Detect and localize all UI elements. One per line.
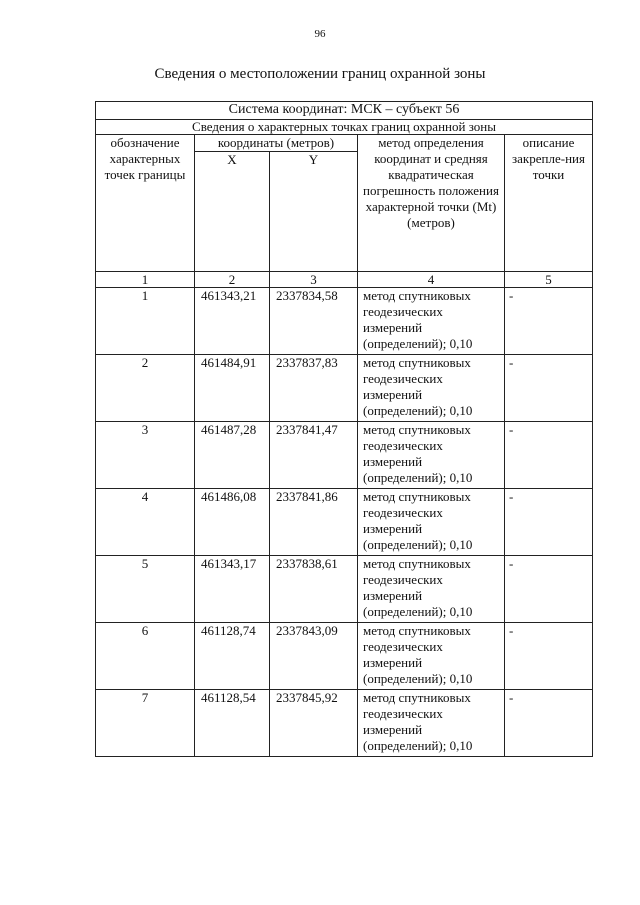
method-cell: метод спутниковых геодезических измерений (определений); 0,10: [358, 690, 505, 757]
method-cell: метод спутниковых геодезических измерений (определений); 0,10: [358, 422, 505, 489]
method-cell: метод спутниковых геодезических измерений (определений); 0,10: [358, 355, 505, 422]
description-cell: -: [505, 355, 593, 422]
table-row: [96, 489, 593, 556]
boundary-points-table: [95, 101, 593, 757]
y-coordinate-cell: 2337843,09: [270, 623, 358, 690]
x-coordinate-cell: 461486,08: [195, 489, 270, 556]
table-row: [96, 422, 593, 489]
description-cell: -: [505, 422, 593, 489]
coordinate-system-row: [96, 102, 593, 120]
y-coordinate-cell: 2337845,92: [270, 690, 358, 757]
point-number-cell: 4: [96, 489, 195, 556]
table-caption-row: [96, 120, 593, 135]
document-title: Сведения о местоположении границ охранной зоны: [154, 66, 486, 82]
description-cell: -: [505, 489, 593, 556]
point-number-cell: 3: [96, 422, 195, 489]
point-number-cell: 1: [96, 288, 195, 355]
column-number-cell: 1: [96, 272, 195, 288]
column-number-cell: 2: [195, 272, 270, 288]
column-number-row: [96, 272, 593, 288]
method-cell: метод спутниковых геодезических измерений (определений); 0,10: [358, 288, 505, 355]
y-coordinate-cell: 2337841,86: [270, 489, 358, 556]
point-number-cell: 5: [96, 556, 195, 623]
point-number-cell: 6: [96, 623, 195, 690]
point-number-cell: 2: [96, 355, 195, 422]
x-coordinate-cell: 461343,17: [195, 556, 270, 623]
x-coordinate-cell: 461343,21: [195, 288, 270, 355]
header-point-designation: обозначение характерных точек границы: [96, 135, 195, 272]
method-cell: метод спутниковых геодезических измерений (определений); 0,10: [358, 489, 505, 556]
description-cell: -: [505, 556, 593, 623]
header-y: Y: [270, 152, 358, 272]
x-coordinate-cell: 461484,91: [195, 355, 270, 422]
y-coordinate-cell: 2337837,83: [270, 355, 358, 422]
description-cell: -: [505, 288, 593, 355]
point-number-cell: 7: [96, 690, 195, 757]
header-coordinates-group: координаты (метров): [195, 135, 358, 152]
y-coordinate-cell: 2337841,47: [270, 422, 358, 489]
description-cell: -: [505, 623, 593, 690]
table-row: [96, 288, 593, 355]
header-description: описание закрепле-ния точки: [505, 135, 593, 272]
column-number-cell: 3: [270, 272, 358, 288]
header-row: [96, 135, 593, 152]
table-row: [96, 623, 593, 690]
header-method: метод определения координат и средняя квадратическая погрешность положения характерной точки (Mt) (метров): [358, 135, 505, 272]
coordinate-system-cell: Система координат: МСК – субъект 56: [96, 102, 593, 120]
x-coordinate-cell: 461487,28: [195, 422, 270, 489]
table-caption-cell: Сведения о характерных точках границ охранной зоны: [96, 120, 593, 135]
header-x: X: [195, 152, 270, 272]
description-cell: -: [505, 690, 593, 757]
x-coordinate-cell: 461128,74: [195, 623, 270, 690]
column-number-cell: 4: [358, 272, 505, 288]
method-cell: метод спутниковых геодезических измерений (определений); 0,10: [358, 556, 505, 623]
table-row: [96, 556, 593, 623]
y-coordinate-cell: 2337838,61: [270, 556, 358, 623]
table-row: [96, 690, 593, 757]
y-coordinate-cell: 2337834,58: [270, 288, 358, 355]
column-number-cell: 5: [505, 272, 593, 288]
table-row: [96, 355, 593, 422]
page-number: 96: [314, 28, 326, 40]
x-coordinate-cell: 461128,54: [195, 690, 270, 757]
method-cell: метод спутниковых геодезических измерений (определений); 0,10: [358, 623, 505, 690]
